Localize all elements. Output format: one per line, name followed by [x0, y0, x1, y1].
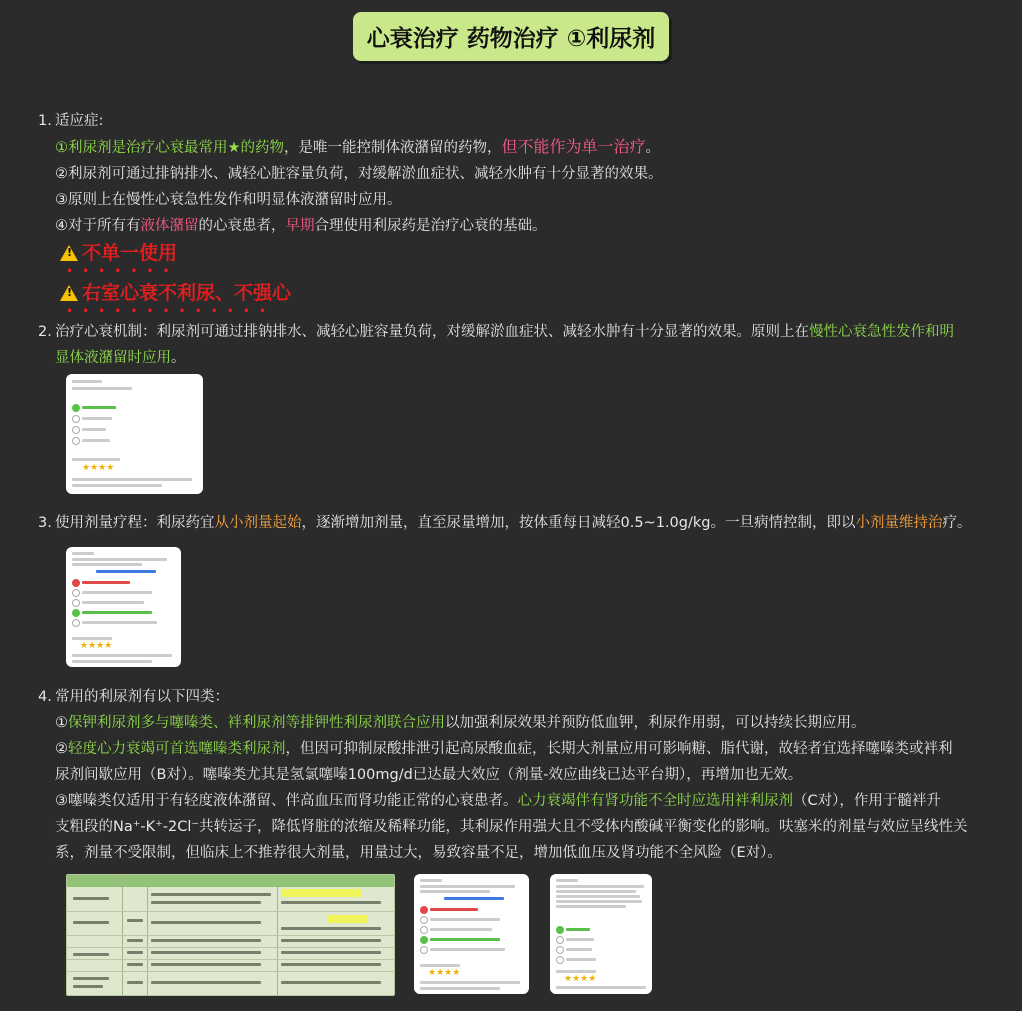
- warning-text: 右室心衰不利尿、不强心: [82, 282, 292, 304]
- section-title: 常用的利尿剂有以下四类：: [55, 689, 229, 705]
- plain-text: ①: [55, 715, 68, 731]
- section-3-heading: [38, 510, 1008, 536]
- diuretic-line-3: [38, 788, 1008, 814]
- plain-text: ②: [55, 741, 68, 757]
- question-screenshot-1: ★★★★: [66, 374, 203, 494]
- section-4: [38, 684, 1008, 866]
- plain-text: 的心衰患者，: [198, 218, 286, 234]
- highlight-text: 轻度心力衰竭可首选噻嗪类利尿剂: [68, 741, 286, 757]
- diuretic-line-2b: 尿剂间歇应用（B对）。噻嗪类尤其是氢氯噻嗪100mg/d已达最大效应（剂量-效应曲线已达平台期），再增加也无效。: [55, 767, 803, 783]
- title-wrap: [0, 12, 1022, 61]
- plain-text: 。: [645, 140, 661, 156]
- page-title: 心衰治疗 药物治疗 ①利尿剂: [353, 12, 670, 61]
- plain-text: ③噻嗪类仅适用于有轻度液体潴留、伴高血压而肾功能正常的心衰患者。: [55, 793, 518, 809]
- plain-text: ，但因可抑制尿酸排泄引起高尿酸血症，长期大剂量应用可影响糖、脂代谢，故轻者宜选择噻嗪类或袢利: [285, 741, 953, 757]
- warning-text: 不单一使用: [82, 242, 178, 264]
- plain-text: ，逐渐增加剂量，直至尿量增加，按体重每日减轻0.5~1.0g/kg。一旦病情控制，即以: [301, 515, 856, 531]
- warning-1: [38, 239, 998, 267]
- plain-text: 。: [171, 350, 186, 366]
- highlight-text: 早期: [285, 218, 315, 234]
- section-number: 3.: [38, 515, 52, 531]
- section-number: 4.: [38, 689, 52, 705]
- highlight-text: 显体液潴留时应用: [55, 350, 171, 366]
- plain-text: 以加强利尿效果并预防低血钾，利尿作用弱，可以持续长期应用。: [445, 715, 866, 731]
- indication-line-3: ③原则上在慢性心衰急性发作和明显体液潴留时应用。: [55, 192, 402, 208]
- section-1-heading: [38, 108, 998, 134]
- dotted-divider: •••••••: [66, 264, 179, 278]
- diuretic-line-1: [38, 710, 1008, 736]
- warning-icon: [60, 285, 78, 301]
- highlight-text: 慢性心衰急性发作和明: [809, 324, 954, 340]
- plain-text: ④对于所有有: [55, 218, 141, 234]
- section-2-heading: [38, 319, 998, 345]
- diuretic-line-2: [38, 736, 1008, 762]
- section-4-heading: [38, 684, 1008, 710]
- warning-icon: [60, 245, 78, 261]
- plain-text: 合理使用利尿药是治疗心衰的基础。: [314, 218, 547, 234]
- highlight-text: 保钾利尿剂多与噻嗪类、袢利尿剂等排钾性利尿剂联合应用: [68, 715, 445, 731]
- dotted-divider: •••••••••••••: [66, 304, 276, 318]
- highlight-text: 从小剂量起始: [214, 515, 302, 531]
- highlight-text: 心力衰竭伴有肾功能不全时应选用袢利尿剂: [517, 793, 793, 809]
- diuretic-table-image: [66, 874, 395, 996]
- question-screenshot-4: ★★★★: [550, 874, 652, 994]
- plain-text: ，是唯一能控制体液潴留的药物，: [284, 140, 502, 156]
- indication-line-1: [38, 134, 998, 161]
- question-screenshot-2: ★★★★: [66, 547, 181, 667]
- plain-text: 疗。: [942, 515, 972, 531]
- plain-text: 使用剂量疗程：利尿药宜: [55, 515, 215, 531]
- section-number: 1.: [38, 113, 52, 129]
- highlight-text: 但不能作为单一治疗: [501, 137, 646, 156]
- diuretic-line-3b: 支粗段的Na⁺-K⁺-2Cl⁻共转运子，降低肾脏的浓缩及稀释功能，其利尿作用强大且不受体内酸碱平衡变化的影响。呋塞米的剂量与效应呈线性关: [55, 819, 968, 835]
- plain-text: 治疗心衰机制：利尿剂可通过排钠排水、减轻心脏容量负荷，对缓解淤血症状、减轻水肿有十分显著的效果。原则上在: [55, 324, 809, 340]
- diuretic-line-3c: 系，剂量不受限制，但临床上不推荐很大剂量，用量过大，易致容量不足，增加低血压及肾功能不全风险（E对）。: [55, 845, 782, 861]
- section-number: 2.: [38, 324, 52, 340]
- highlight-text: 小剂量维持治: [855, 515, 943, 531]
- section-title: 适应症:: [55, 113, 104, 129]
- document-body: [38, 108, 998, 371]
- section-2-line-2: [38, 345, 998, 371]
- highlight-text: 液体潴留: [140, 218, 199, 234]
- question-screenshot-3: ★★★★: [414, 874, 529, 994]
- highlight-text: ①利尿剂是治疗心衰最常用★的药物: [55, 140, 284, 156]
- indication-line-4: [38, 213, 998, 239]
- indication-line-2: ②利尿剂可通过排钠排水、减轻心脏容量负荷，对缓解淤血症状、减轻水肿有十分显著的效果。: [55, 166, 663, 182]
- warning-2: [38, 279, 998, 307]
- plain-text: （C对），作用于髓袢升: [793, 793, 941, 809]
